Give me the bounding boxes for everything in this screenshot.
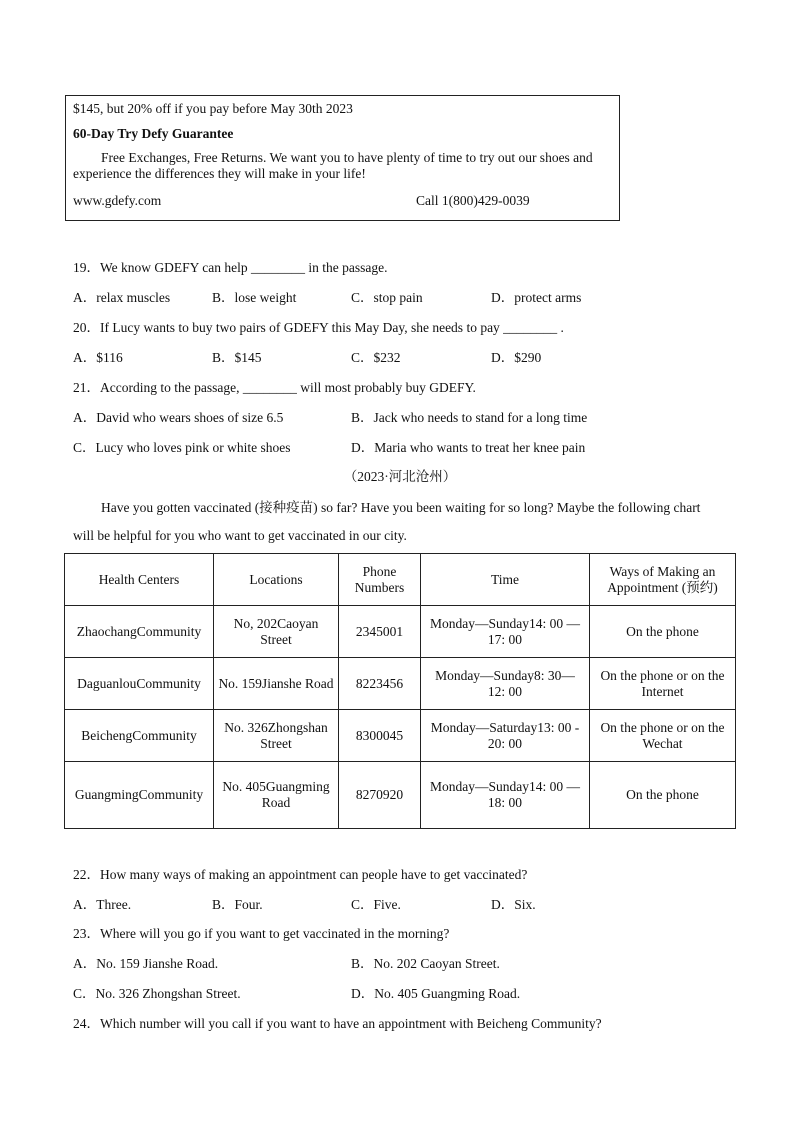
option-20c[interactable]: C．$232 [351,350,401,365]
cell-center: ZhaochangCommunity [65,606,214,658]
option-23c[interactable]: C．No. 326 Zhongshan Street. [73,986,241,1001]
question-20: 20．If Lucy wants to buy two pairs of GDEFY this May Day, she needs to pay ________ . [73,320,564,335]
cell-appointment: On the phone or on the Internet [590,658,736,710]
cell-location: No. 326Zhongshan Street [214,710,339,762]
option-21c[interactable]: C．Lucy who loves pink or white shoes [73,440,291,455]
table-row [65,710,736,762]
table-row [65,658,736,710]
question-24: 24．Which number will you call if you want to have an appointment with Beicheng Community? [73,1016,602,1031]
intro-line-1: Have you gotten vaccinated (接种疫苗) so far? Have you been waiting for so long? Maybe the following chart [101,500,701,515]
question-23: 23．Where will you go if you want to get vaccinated in the morning? [73,926,450,941]
option-20a[interactable]: A．$116 [73,350,123,365]
header-health-centers: Health Centers [65,554,214,606]
option-21a[interactable]: A．David who wears shoes of size 6.5 [73,410,284,425]
option-22b[interactable]: B．Four. [212,897,263,912]
cell-phone: 8223456 [339,658,421,710]
phone-text: Call 1(800)429-0039 [416,193,530,208]
intro-line-2: will be helpful for you who want to get vaccinated in our city. [73,528,407,543]
option-19b[interactable]: B．lose weight [212,290,297,305]
option-20b[interactable]: B．$145 [212,350,262,365]
cell-center: BeichengCommunity [65,710,214,762]
option-22d[interactable]: D．Six. [491,897,536,912]
option-21b[interactable]: B．Jack who needs to stand for a long time [351,410,588,425]
option-23d[interactable]: D．No. 405 Guangming Road. [351,986,521,1001]
cell-time: Monday—Sunday8: 30— 12: 00 [421,658,590,710]
header-locations: Locations [214,554,339,606]
question-19: 19．We know GDEFY can help ________ in the passage. [73,260,388,275]
cell-appointment: On the phone [590,606,736,658]
cell-center: GuangmingCommunity [65,762,214,829]
header-time: Time [421,554,590,606]
option-21d[interactable]: D．Maria who wants to treat her knee pain [351,440,586,455]
option-19d[interactable]: D．protect arms [491,290,582,305]
advertisement-box [65,95,620,221]
table-header-row [65,554,736,606]
option-22a[interactable]: A．Three. [73,897,132,912]
cell-phone: 8270920 [339,762,421,829]
option-19c[interactable]: C．stop pain [351,290,423,305]
option-20d[interactable]: D．$290 [491,350,542,365]
question-22: 22．How many ways of making an appointment can people have to get vaccinated? [73,867,528,882]
cell-location: No, 202Caoyan Street [214,606,339,658]
cell-appointment: On the phone or on the Wechat [590,710,736,762]
cell-time: Monday—Sunday14: 00 —18: 00 [421,762,590,829]
cell-time: Monday—Sunday14: 00 —17: 00 [421,606,590,658]
price-line: $145, but 20% off if you pay before May 30th 2023 [73,101,353,116]
guarantee-text: Free Exchanges, Free Returns. We want you to have plenty of time to try out our shoes and experience the differences they will make in your life! [73,150,593,181]
guarantee-title: 60-Day Try Defy Guarantee [73,126,234,141]
website-text: www.gdefy.com [73,193,162,208]
option-23a[interactable]: A．No. 159 Jianshe Road. [73,956,219,971]
cell-phone: 2345001 [339,606,421,658]
cell-center: DaguanlouCommunity [65,658,214,710]
cell-time: Monday—Saturday13: 00 - 20: 00 [421,710,590,762]
table-row [65,762,736,829]
header-phone-numbers: Phone Numbers [339,554,421,606]
header-appointment-ways: Ways of Making an Appointment (预约) [590,554,736,606]
cell-location: No. 159Jianshe Road [214,658,339,710]
source-tag: （2023·河北沧州） [343,469,457,484]
option-23b[interactable]: B．No. 202 Caoyan Street. [351,956,500,971]
option-22c[interactable]: C．Five. [351,897,401,912]
question-21: 21．According to the passage, ________ will most probably buy GDEFY. [73,380,476,395]
table-row [65,606,736,658]
option-19a[interactable]: A．relax muscles [73,290,171,305]
vaccination-table [64,553,736,829]
cell-location: No. 405Guangming Road [214,762,339,829]
cell-appointment: On the phone [590,762,736,829]
cell-phone: 8300045 [339,710,421,762]
